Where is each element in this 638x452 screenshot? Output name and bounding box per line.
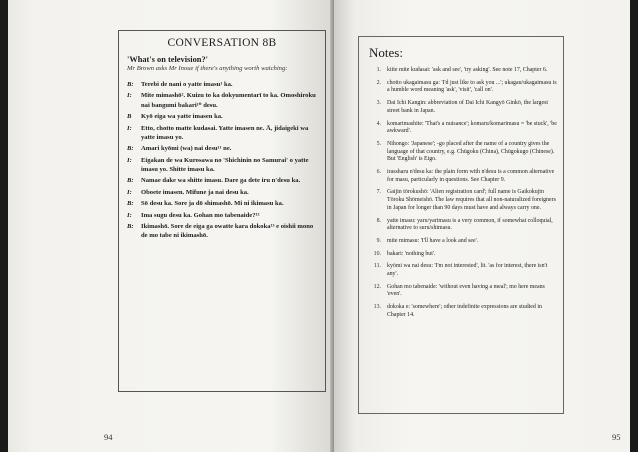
speaker-label: B (127, 113, 132, 121)
speaker-label: B: (127, 177, 134, 185)
note-item (369, 263, 557, 278)
note-item (369, 189, 557, 212)
utterance-text: Kyō eiga wa yatte imasen ka. (141, 113, 223, 121)
speaker-label: I: (127, 124, 132, 132)
note-item (369, 67, 557, 75)
speaker-label: I: (127, 156, 132, 164)
speaker-label: B: (127, 200, 134, 208)
conversation-intro: Mr Brown asks Mr Inoue if there's anything worth watching: (127, 65, 288, 72)
note-number: 4. (376, 120, 381, 127)
note-text: Gaijin tōrokushō: 'Alien registration card'; full name is Gaikokujin Tōroku Shōmeishō. The law requires that all non-naturalized foreigners in Japan for longer than 90 days must have and always carry one. (387, 189, 556, 211)
note-item (369, 169, 557, 184)
utterance-text: Namae dake wa shitte imasu. Dare ga dete iru n'desu ka. (141, 177, 301, 185)
left-page (8, 0, 334, 452)
note-text: komarimashite: 'That's a nuisance'; komaru/komarimasu = 'be stuck', 'be awkward'. (387, 120, 557, 135)
utterance-text: Mite mimashō². Kuizu to ka dokyumentarī to ka. Omoshiroku nai bangumi bakari¹⁰ desu. (141, 92, 316, 109)
note-text: Gohan mo tabenaide: 'without even having a meal'; mo here means 'even'. (387, 283, 545, 298)
dialogue-line (127, 211, 317, 220)
note-number: 8. (376, 217, 381, 224)
note-text: kyōmi wa nai desu: 'I'm not interested', lit. 'as for interest, there isn't any'. (387, 263, 548, 278)
dialogue-line (127, 199, 317, 208)
note-number: 5. (376, 140, 381, 147)
note-number: 3. (376, 100, 381, 107)
note-item (369, 238, 557, 246)
page-number-right: 95 (612, 432, 621, 442)
utterance-text: Eigakan de wa Kurosawa no 'Shichinin no Samurai' o yatte imasu yo. Shitte imasu ka. (141, 156, 309, 173)
note-text: Dai Ichi Kangin: abbreviation of Dai Ichi Kangyō Ginkō, the largest street bank in Japan. (387, 100, 549, 114)
utterance-text: Sō desu ka. Sore ja dō shimashō. Mi ni ikimasu ka. (141, 200, 284, 208)
speaker-label: I: (127, 92, 132, 100)
note-item (369, 251, 557, 259)
dialogue-line (127, 80, 317, 89)
speaker-label: I: (127, 188, 132, 196)
note-number: 13. (373, 304, 381, 311)
note-number: 1. (376, 67, 381, 73)
conversation-subtitle: 'What's on television?' (127, 55, 208, 64)
note-item (369, 100, 557, 115)
note-item (369, 304, 557, 319)
notes-title: Notes: (369, 45, 403, 60)
dialogue-line (127, 188, 317, 197)
note-text: chotto ukagaimasu ga: 'I'd just like to ask you ...'; ukagau/ukagaimasu is a humble word meaning 'ask', 'visit', 'call on'. (387, 79, 557, 94)
note-text: Nihongo: 'Japanese'; -go placed after the name of a country gives the language of that country, e.g. Chūgoku (China), Chūgokugo (Chinese). But 'English' is Eigo. (387, 140, 555, 163)
dialogue-line (127, 176, 317, 185)
note-number: 7. (376, 189, 381, 196)
dialogue-line (127, 156, 317, 174)
dialogue-line (127, 144, 317, 153)
note-item (369, 218, 557, 233)
note-number: 9. (376, 237, 381, 244)
note-number: 11. (373, 263, 381, 270)
note-text: mite mimasu: 'I'll have a look and see'. (387, 237, 479, 244)
dialogue-line (127, 91, 317, 109)
utterance-text: Ima sugu desu ka. Gohan mo tabenaide?¹² (141, 211, 260, 219)
utterance-text: Terebi de nani o yatte imasu¹ ka. (141, 81, 233, 88)
dialogue-line (127, 222, 317, 240)
utterance-text: Ikimashō. Sore de eiga ga owatte kara dokoka¹³ e oishii mono de mo tabe ni ikimashō. (141, 223, 314, 240)
note-item (369, 141, 557, 164)
page-number-left: 94 (104, 432, 113, 442)
note-text: yatte imasu: yaru/yarimasu is a very common, if somewhat colloquial, alternative to suru/shimasu. (387, 217, 553, 232)
note-number: 10. (373, 250, 381, 257)
right-page (334, 0, 630, 452)
note-number: 6. (376, 169, 381, 176)
note-item (369, 80, 557, 95)
conversation-lines (127, 80, 317, 240)
note-item (369, 121, 557, 136)
notes-box (358, 36, 564, 414)
note-text: kiite mite kudasai: 'ask and see', 'try asking'. See note 17, Chapter 6. (387, 67, 548, 73)
speaker-label: B: (127, 223, 134, 231)
note-text: irassharu n'desu ka: the plain form with n'desu is a common alternative for masu, particularly in questions. See Chapter 9. (387, 169, 555, 183)
note-text: bakari: 'nothing but'. (387, 250, 436, 257)
dialogue-line (127, 124, 317, 142)
note-number: 2. (376, 79, 381, 86)
utterance-text: Amari kyōmi (wa) nai desu¹¹ ne. (141, 145, 232, 153)
conversation-box (118, 30, 326, 392)
speaker-label: B: (127, 145, 134, 153)
utterance-text: Oboete imasen. Mifune ja nai desu ka. (141, 188, 249, 196)
speaker-label: I: (127, 211, 132, 219)
notes-list (369, 67, 557, 320)
speaker-label: B: (127, 81, 134, 88)
note-text: dokoka e: 'somewhere'; other indefinite expressions are studied in Chapter 14. (387, 304, 542, 318)
conversation-title: CONVERSATION 8B (167, 37, 277, 49)
utterance-text: Etto, chotto matte kudasai. Yatte imasen ne. Ā, jidaigeki wa yatte imasu yo. (141, 124, 309, 141)
dialogue-line (127, 112, 317, 121)
note-number: 12. (373, 283, 381, 290)
note-item (369, 284, 557, 299)
